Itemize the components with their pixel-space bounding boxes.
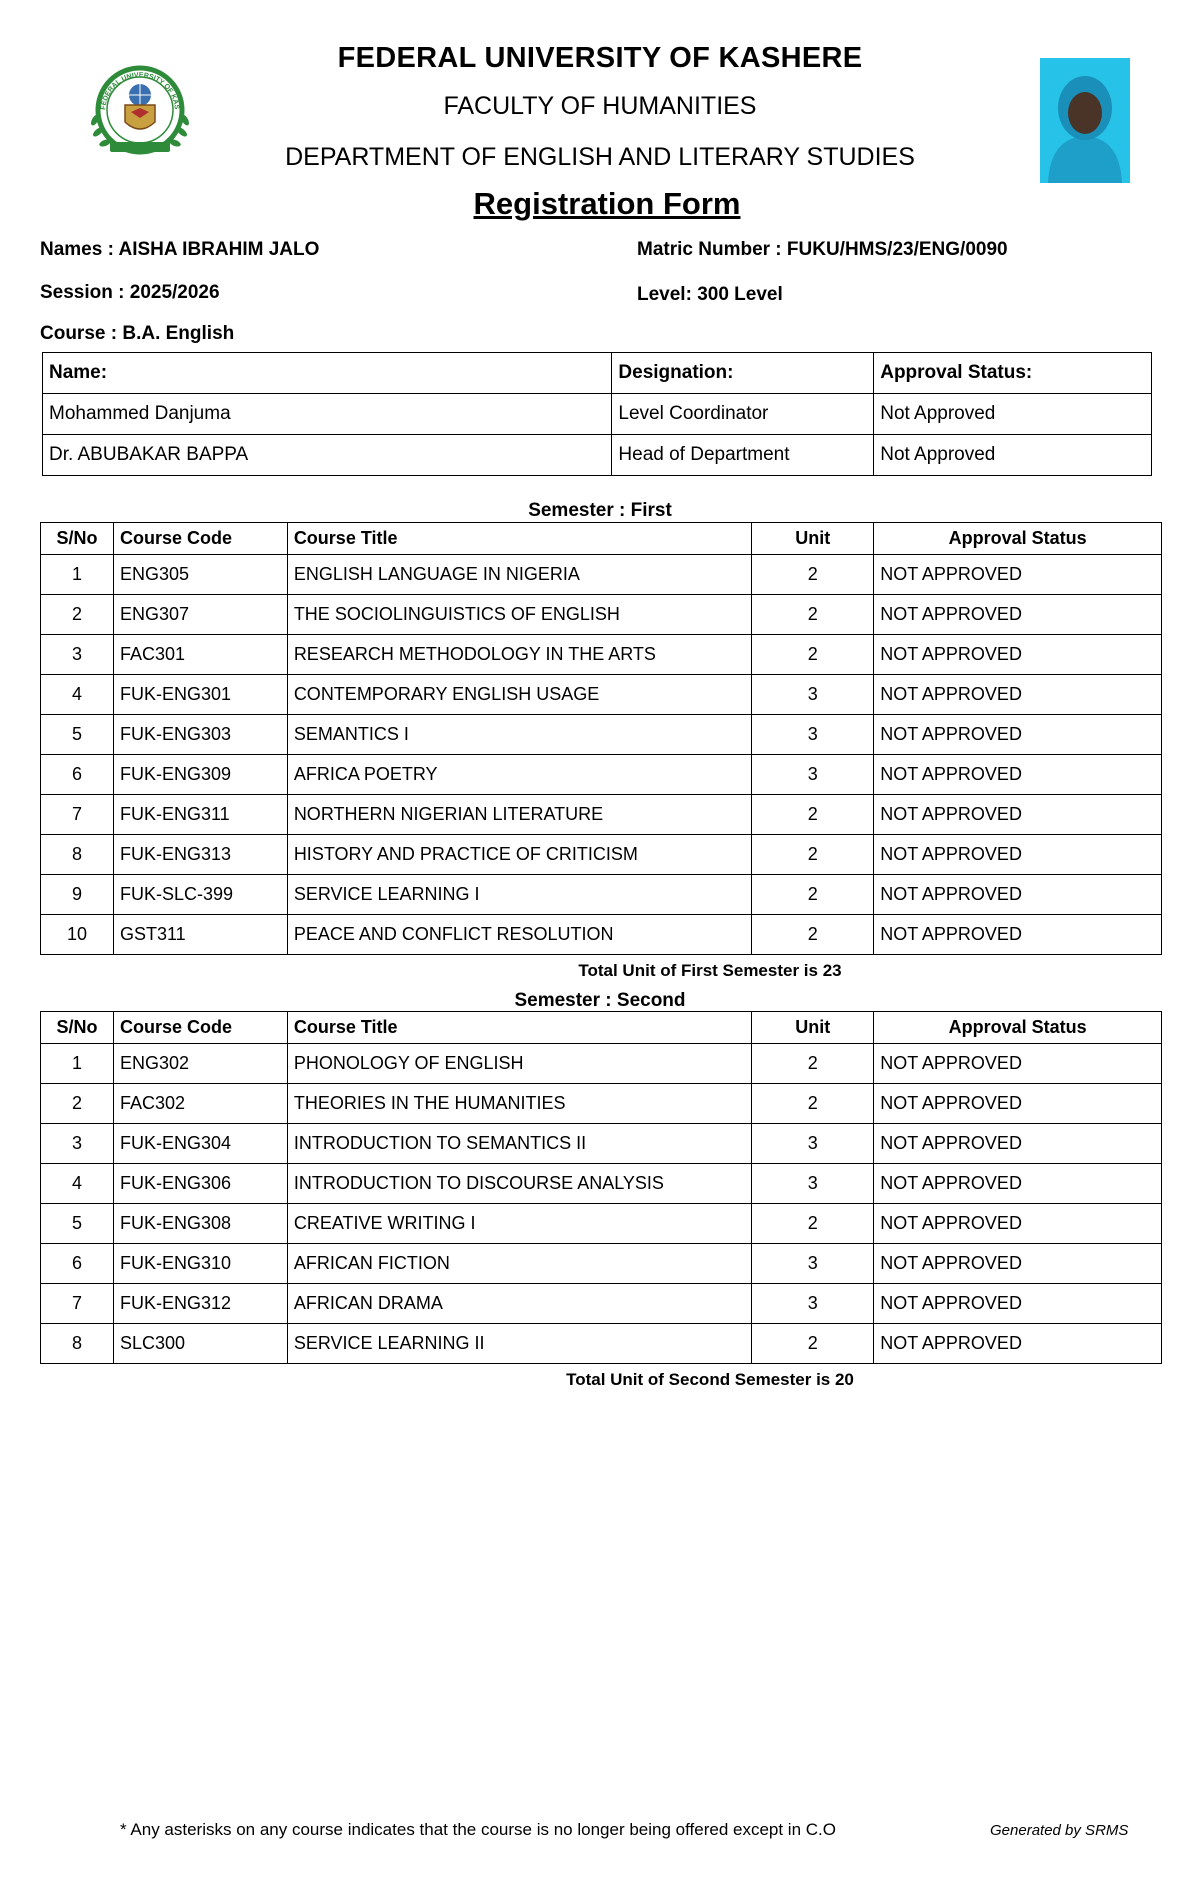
course-code: FAC302 — [113, 1084, 287, 1124]
approvals-header-designation: Designation: — [612, 353, 874, 394]
course-code: FUK-ENG310 — [113, 1244, 287, 1284]
unit: 2 — [752, 555, 874, 595]
unit: 3 — [752, 675, 874, 715]
approvals-header-name: Name: — [43, 353, 612, 394]
approval-status: NOT APPROVED — [874, 1204, 1162, 1244]
header-approval-status: Approval Status — [874, 1012, 1162, 1044]
course-row — [41, 555, 1162, 595]
course-code: FUK-ENG308 — [113, 1204, 287, 1244]
course-header-row — [41, 1012, 1162, 1044]
approver-designation: Level Coordinator — [612, 394, 874, 435]
unit: 2 — [752, 795, 874, 835]
course-row — [41, 1284, 1162, 1324]
level: Level: 300 Level — [637, 284, 783, 305]
student-names: Names : AISHA IBRAHIM JALO — [40, 239, 320, 260]
sno: 1 — [41, 555, 114, 595]
sno: 3 — [41, 635, 114, 675]
header-course-code: Course Code — [113, 523, 287, 555]
course-row — [41, 1164, 1162, 1204]
course-code: FUK-ENG303 — [113, 715, 287, 755]
approval-status: NOT APPROVED — [874, 1244, 1162, 1284]
footnote: * Any asterisks on any course indicates that the course is no longer being offered except in C.O — [120, 1820, 836, 1839]
course-row — [41, 915, 1162, 955]
faculty-name: FACULTY OF HUMANITIES — [443, 92, 757, 120]
course-of-study: Course : B.A. English — [40, 323, 235, 344]
second-semester-total: Total Unit of Second Semester is 20 — [566, 1370, 854, 1389]
course-title: THE SOCIOLINGUISTICS OF ENGLISH — [287, 595, 752, 635]
course-title: THEORIES IN THE HUMANITIES — [287, 1084, 752, 1124]
first-semester-total: Total Unit of First Semester is 23 — [578, 961, 842, 980]
generated-by: Generated by SRMS — [990, 1822, 1129, 1839]
approval-row — [43, 435, 1152, 476]
unit: 3 — [752, 1124, 874, 1164]
approval-status: NOT APPROVED — [874, 715, 1162, 755]
course-title: CREATIVE WRITING I — [287, 1204, 752, 1244]
sno: 5 — [41, 715, 114, 755]
approval-status: Not Approved — [874, 394, 1152, 435]
sno: 2 — [41, 595, 114, 635]
course-title: PHONOLOGY OF ENGLISH — [287, 1044, 752, 1084]
sno: 7 — [41, 1284, 114, 1324]
unit: 2 — [752, 1204, 874, 1244]
sno: 4 — [41, 675, 114, 715]
course-title: PEACE AND CONFLICT RESOLUTION — [287, 915, 752, 955]
unit: 3 — [752, 755, 874, 795]
unit: 2 — [752, 835, 874, 875]
unit: 2 — [752, 635, 874, 675]
approval-status: NOT APPROVED — [874, 1324, 1162, 1364]
approvals-table — [42, 352, 1152, 476]
sno: 3 — [41, 1124, 114, 1164]
course-title: SEMANTICS I — [287, 715, 752, 755]
course-code: FUK-ENG301 — [113, 675, 287, 715]
approval-status: NOT APPROVED — [874, 755, 1162, 795]
header-unit: Unit — [752, 523, 874, 555]
second-semester-title: Semester : Second — [514, 990, 686, 1011]
unit: 2 — [752, 915, 874, 955]
header-sno: S/No — [41, 1012, 114, 1044]
matric-number: Matric Number : FUKU/HMS/23/ENG/0090 — [637, 239, 1008, 260]
course-code: FUK-ENG304 — [113, 1124, 287, 1164]
header-course-title: Course Title — [287, 523, 752, 555]
approval-row — [43, 394, 1152, 435]
course-row — [41, 1204, 1162, 1244]
header-sno: S/No — [41, 523, 114, 555]
unit: 2 — [752, 1084, 874, 1124]
course-code: ENG307 — [113, 595, 287, 635]
approver-designation: Head of Department — [612, 435, 874, 476]
unit: 2 — [752, 595, 874, 635]
first-semester-title: Semester : First — [528, 500, 672, 521]
course-row — [41, 875, 1162, 915]
course-code: FUK-ENG309 — [113, 755, 287, 795]
course-row — [41, 1124, 1162, 1164]
unit: 2 — [752, 1324, 874, 1364]
approval-status: NOT APPROVED — [874, 635, 1162, 675]
unit: 3 — [752, 1244, 874, 1284]
course-title: SERVICE LEARNING II — [287, 1324, 752, 1364]
header-course-title: Course Title — [287, 1012, 752, 1044]
course-title: RESEARCH METHODOLOGY IN THE ARTS — [287, 635, 752, 675]
approvals-header-row — [43, 353, 1152, 394]
sno: 8 — [41, 835, 114, 875]
course-row — [41, 675, 1162, 715]
course-title: CONTEMPORARY ENGLISH USAGE — [287, 675, 752, 715]
header-unit: Unit — [752, 1012, 874, 1044]
sno: 4 — [41, 1164, 114, 1204]
course-row — [41, 1084, 1162, 1124]
university-name: FEDERAL UNIVERSITY OF KASHERE — [337, 42, 863, 74]
approver-name: Dr. ABUBAKAR BAPPA — [43, 435, 612, 476]
header-approval-status: Approval Status — [874, 523, 1162, 555]
department-name: DEPARTMENT OF ENGLISH AND LITERARY STUDIES — [285, 143, 915, 171]
course-row — [41, 755, 1162, 795]
course-title: AFRICAN FICTION — [287, 1244, 752, 1284]
course-code: FUK-ENG306 — [113, 1164, 287, 1204]
course-row — [41, 835, 1162, 875]
approval-status: NOT APPROVED — [874, 595, 1162, 635]
course-title: HISTORY AND PRACTICE OF CRITICISM — [287, 835, 752, 875]
unit: 2 — [752, 1044, 874, 1084]
course-row — [41, 1244, 1162, 1284]
second-semester-table — [40, 1011, 1162, 1364]
approval-status: NOT APPROVED — [874, 1164, 1162, 1204]
course-title: INTRODUCTION TO DISCOURSE ANALYSIS — [287, 1164, 752, 1204]
sno: 10 — [41, 915, 114, 955]
course-code: FUK-ENG311 — [113, 795, 287, 835]
approval-status: NOT APPROVED — [874, 675, 1162, 715]
approval-status: NOT APPROVED — [874, 835, 1162, 875]
sno: 6 — [41, 1244, 114, 1284]
approval-status: NOT APPROVED — [874, 1084, 1162, 1124]
course-title: SERVICE LEARNING I — [287, 875, 752, 915]
course-row — [41, 595, 1162, 635]
approval-status: NOT APPROVED — [874, 915, 1162, 955]
sno: 5 — [41, 1204, 114, 1244]
course-title: ENGLISH LANGUAGE IN NIGERIA — [287, 555, 752, 595]
sno: 2 — [41, 1084, 114, 1124]
approvals-header-status: Approval Status: — [874, 353, 1152, 394]
sno: 8 — [41, 1324, 114, 1364]
approval-status: NOT APPROVED — [874, 795, 1162, 835]
header-course-code: Course Code — [113, 1012, 287, 1044]
course-code: FUK-SLC-399 — [113, 875, 287, 915]
course-code: FAC301 — [113, 635, 287, 675]
course-code: SLC300 — [113, 1324, 287, 1364]
course-title: INTRODUCTION TO SEMANTICS II — [287, 1124, 752, 1164]
course-row — [41, 1044, 1162, 1084]
logo-text: FEDERAL UNIVERSITY OF KAS — [100, 71, 180, 111]
course-code: GST311 — [113, 915, 287, 955]
sno: 6 — [41, 755, 114, 795]
approval-status: NOT APPROVED — [874, 1044, 1162, 1084]
approval-status: NOT APPROVED — [874, 875, 1162, 915]
unit: 3 — [752, 715, 874, 755]
approver-name: Mohammed Danjuma — [43, 394, 612, 435]
form-title: Registration Form — [473, 186, 741, 221]
approval-status: Not Approved — [874, 435, 1152, 476]
unit: 3 — [752, 1164, 874, 1204]
course-title: AFRICAN DRAMA — [287, 1284, 752, 1324]
course-row — [41, 635, 1162, 675]
sno: 9 — [41, 875, 114, 915]
course-row — [41, 795, 1162, 835]
course-code: FUK-ENG313 — [113, 835, 287, 875]
course-row — [41, 1324, 1162, 1364]
course-title: NORTHERN NIGERIAN LITERATURE — [287, 795, 752, 835]
session: Session : 2025/2026 — [40, 282, 220, 303]
sno: 1 — [41, 1044, 114, 1084]
course-code: FUK-ENG312 — [113, 1284, 287, 1324]
sno: 7 — [41, 795, 114, 835]
unit: 2 — [752, 875, 874, 915]
course-header-row — [41, 523, 1162, 555]
course-row — [41, 715, 1162, 755]
course-code: ENG302 — [113, 1044, 287, 1084]
course-code: ENG305 — [113, 555, 287, 595]
approval-status: NOT APPROVED — [874, 1284, 1162, 1324]
approval-status: NOT APPROVED — [874, 1124, 1162, 1164]
unit: 3 — [752, 1284, 874, 1324]
course-title: AFRICA POETRY — [287, 755, 752, 795]
approval-status: NOT APPROVED — [874, 555, 1162, 595]
first-semester-table — [40, 522, 1162, 955]
